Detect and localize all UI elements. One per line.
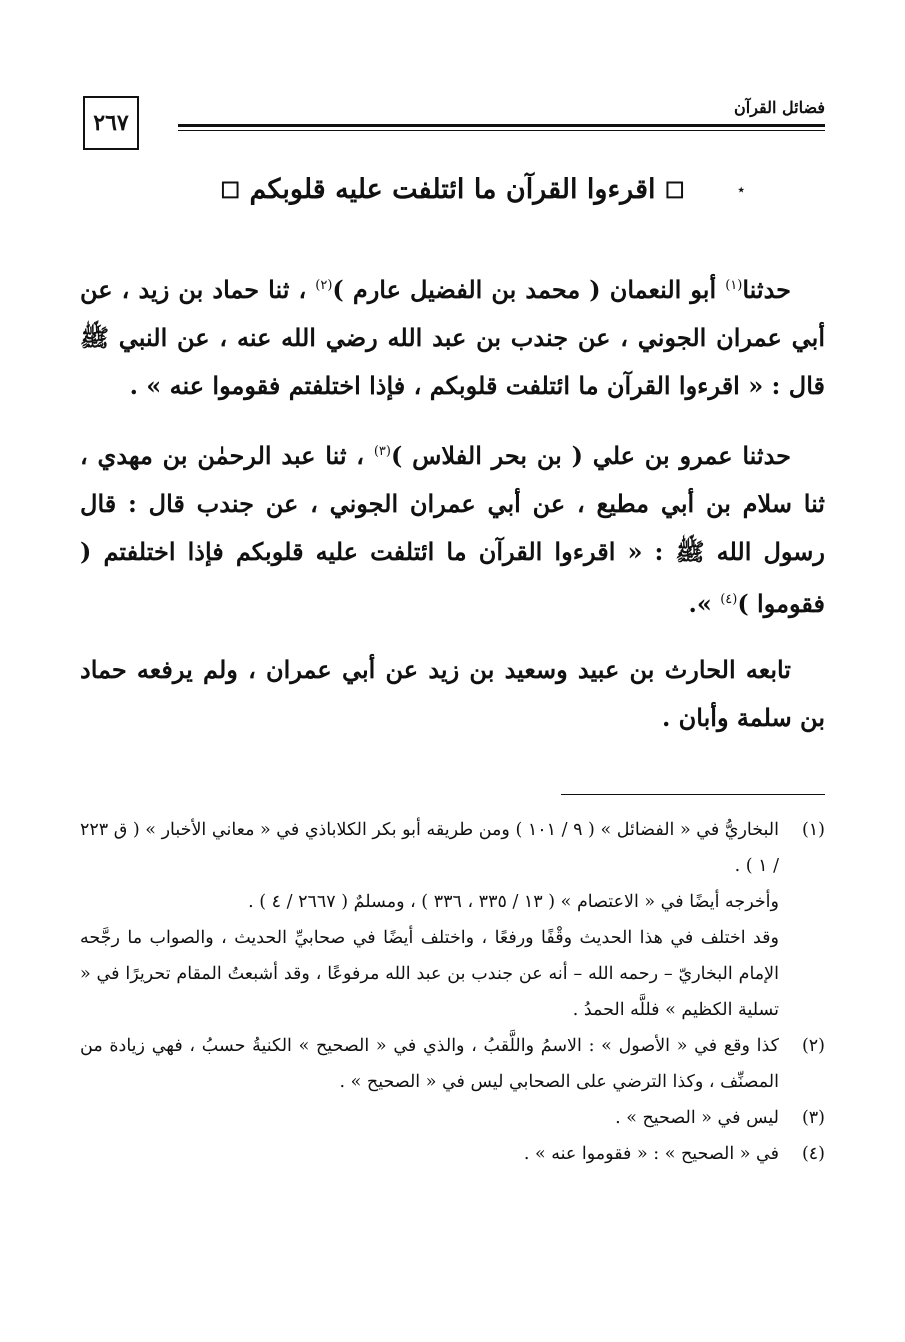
p1-text-a: حدثنا bbox=[742, 275, 791, 304]
p2-text-b: ، ثنا عبد الرحمٰن بن مهدي ، ثنا سلام بن أبي مطيع ، عن أبي عمران الجوني ، عن جندب قال : قال رسول الله ﷺ : « اقرءوا القرآن ما ائتلفت عليه قلوبكم فإذا اختلفتم ( فقوموا ) bbox=[80, 441, 825, 618]
footnote-text bbox=[80, 1136, 779, 1172]
section-heading bbox=[120, 174, 785, 205]
footnote-line: في « الصحيح » : « فقوموا عنه » . bbox=[523, 1144, 779, 1164]
p2-text-a: حدثنا عمرو بن علي ( بن بحر الفلاس ) bbox=[390, 441, 791, 470]
header-rule-thin bbox=[178, 130, 825, 131]
paragraph-2 bbox=[80, 428, 825, 628]
footnote-ref-2[interactable]: (٢) bbox=[315, 278, 333, 293]
footnote-3 bbox=[80, 1100, 825, 1136]
footnote-line: كذا وقع في « الأصول » : الاسمُ واللَّقبُ ، والذي في « الصحيح » الكنيةُ حسبُ ، فهي زيادة من المصنِّف ، وكذا الترضي على الصحابي ليس في « الصحيح » . bbox=[80, 1036, 779, 1092]
footnote-4 bbox=[80, 1136, 825, 1172]
heading-box-left: ☐ bbox=[220, 178, 241, 204]
footnote-1 bbox=[80, 812, 825, 1028]
footnote-separator bbox=[561, 794, 825, 795]
p1-text-c: ، ثنا حماد بن زيد ، عن أبي عمران الجوني ، عن جندب بن عبد الله رضي الله عنه ، عن النبي ﷺ قال : « اقرءوا القرآن ما ائتلفت قلوبكم ، فإذا اختلفتم فقوموا عنه » . bbox=[80, 275, 826, 400]
header-rule bbox=[178, 124, 825, 127]
footnote-ref-1[interactable]: (١) bbox=[725, 278, 743, 293]
section-marker: ٭ bbox=[737, 182, 745, 198]
footnote-line: وقد اختلف في هذا الحديث وقْفًا ورفعًا ، واختلف أيضًا في صحابيِّ الحديث ، والصواب ما رجَّحه الإمام البخاريّ – رحمه الله – أنه عن جندب بن عبد الله مرفوعًا ، وقد أشبعتُ المقام تحريرًا في « تسلية الكظيم » فللَّه الحمدُ . bbox=[80, 928, 779, 1020]
footnote-text bbox=[80, 812, 779, 1028]
heading-title: اقرءوا القرآن ما ائتلفت عليه قلوبكم bbox=[249, 174, 656, 205]
footnote-line: ليس في « الصحيح » . bbox=[615, 1108, 779, 1128]
footnote-text bbox=[80, 1028, 779, 1100]
footnote-2 bbox=[80, 1028, 825, 1100]
footnotes bbox=[80, 812, 825, 1172]
footnote-number: (٢) bbox=[801, 1036, 825, 1056]
running-header-title: فضائل القرآن bbox=[734, 98, 825, 117]
footnote-text bbox=[80, 1100, 779, 1136]
p1-text-b: أبو النعمان ( محمد بن الفضيل عارم ) bbox=[332, 275, 726, 304]
heading-box-right: ☐ bbox=[664, 178, 685, 204]
footnote-number: (٣) bbox=[801, 1108, 825, 1128]
footnote-ref-4[interactable]: (٤) bbox=[720, 592, 738, 607]
paragraph-3: تابعه الحارث بن عبيد وسعيد بن زيد عن أبي عمران ، ولم يرفعه حماد بن سلمة وأبان . bbox=[80, 655, 825, 732]
main-text bbox=[80, 262, 825, 760]
footnote-number: (١) bbox=[801, 820, 825, 840]
paragraph-1 bbox=[80, 262, 825, 410]
footnote-ref-3[interactable]: (٣) bbox=[373, 444, 391, 459]
footnote-number: (٤) bbox=[801, 1144, 825, 1164]
p2-text-c: ». bbox=[688, 589, 721, 618]
footnote-line: وأخرجه أيضًا في « الاعتصام » ( ١٣ / ٣٣٥ ، ٣٣٦ ) ، ومسلمٌ ( ٢٦٦٧ / ٤ ) . bbox=[248, 892, 779, 912]
footnote-line: البخاريُّ في « الفضائل » ( ٩ / ١٠١ ) ومن طريقه أبو بكر الكلاباذي في « معاني الأخبار » ( ق ٢٢٣ / ١ ) . bbox=[80, 820, 779, 876]
page-number: ٢٦٧ bbox=[83, 96, 139, 150]
